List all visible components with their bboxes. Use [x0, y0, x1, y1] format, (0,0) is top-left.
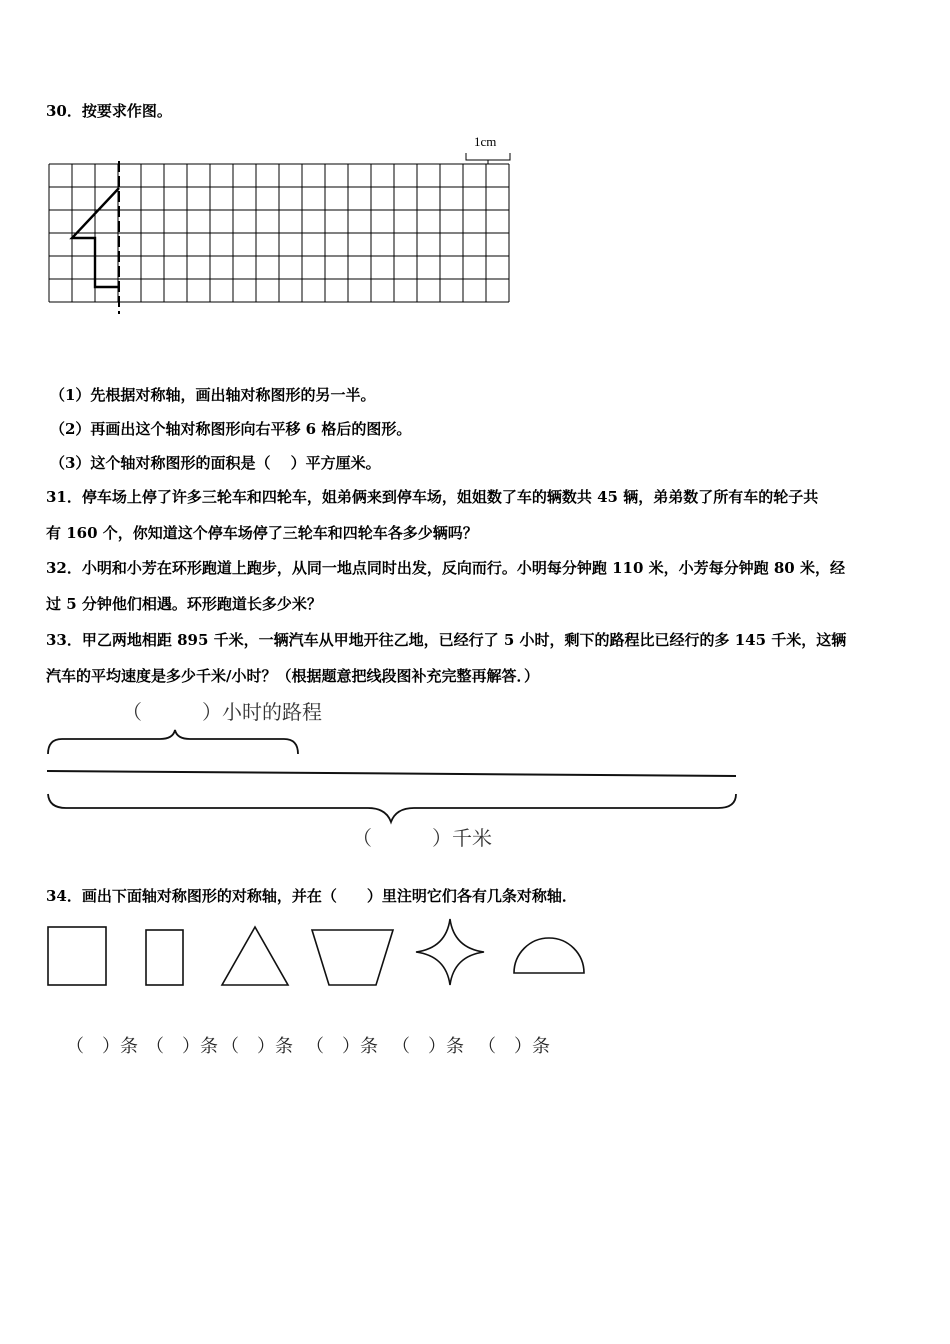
scale-label: 1cm [474, 134, 497, 149]
triangle-shape [222, 927, 288, 985]
triangle-blank: （ ）条 [221, 1036, 293, 1057]
q31-line2: 有 160 个，你知道这个停车场停了三轮车和四轮车各多少辆吗？ [46, 524, 478, 542]
q34-title: 34．画出下面轴对称图形的对称轴，并在（ ）里注明它们各有几条对称轴． [46, 887, 577, 905]
segment-top-label: （ ）小时的路程 [122, 700, 322, 724]
trapezoid-blank: （ ）条 [306, 1036, 378, 1057]
q33-line2: 汽车的平均速度是多少千米/小时？（根据题意把线段图补充完整再解答．） [46, 667, 539, 685]
q31-line1: 31．停车场上停了许多三轮车和四轮车，姐弟俩来到停车场，姐姐数了车的辆数共 45 辆，弟弟数了所有车的轮子共 [46, 488, 819, 506]
square-blank: （ ）条 [66, 1036, 138, 1057]
star-blank: （ ）条 [392, 1036, 464, 1057]
semicircle-blank: （ ）条 [478, 1036, 550, 1057]
q32-line2: 过 5 分钟他们相遇。环形跑道长多少米？ [46, 595, 322, 613]
q30-title: 30．按要求作图。 [46, 102, 172, 120]
square-shape [48, 927, 106, 985]
q32-line1: 32．小明和小芳在环形跑道上跑步，从同一地点同时出发，反向而行。小明每分钟跑 110 米，小芳每分钟跑 80 米，经 [46, 559, 845, 577]
rectangle-blank: （ ）条 [146, 1036, 218, 1057]
q33-line1: 33．甲乙两地相距 895 千米，一辆汽车从甲地开往乙地，已经行了 5 小时，剩下的路程比已经行的多 145 千米，这辆 [46, 631, 847, 649]
segment-bottom-label: （ ）千米 [352, 826, 492, 850]
rectangle-shape [146, 930, 183, 985]
semicircle-shape [514, 938, 584, 973]
four-point-star-shape [416, 919, 484, 985]
q30-sub2: （2）再画出这个轴对称图形向右平移 6 格后的图形。 [50, 420, 412, 438]
q30-sub1: （1）先根据对称轴，画出轴对称图形的另一半。 [50, 386, 376, 404]
trapezoid-shape [312, 930, 393, 985]
q30-sub3: （3）这个轴对称图形的面积是（ ）平方厘米。 [50, 454, 381, 472]
